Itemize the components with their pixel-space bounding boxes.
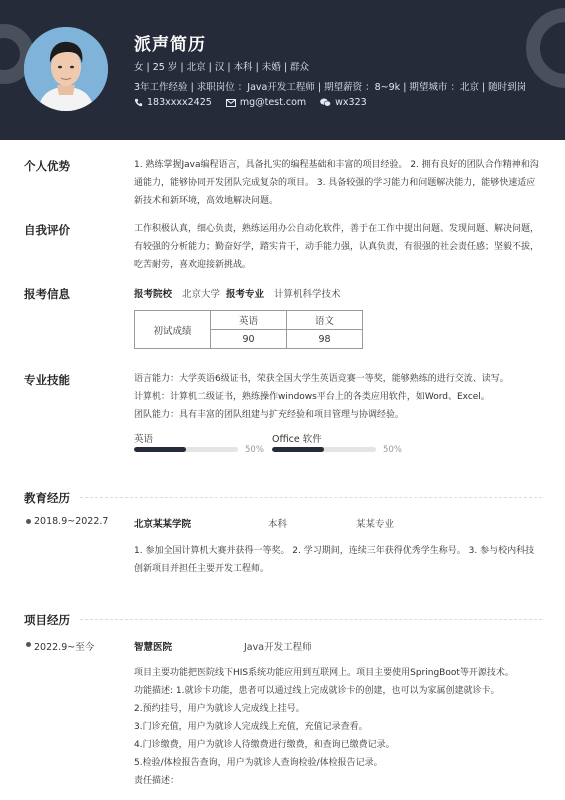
contact-phone[interactable] (134, 97, 212, 108)
skill-line: 团队能力：具有丰富的团队组建与扩充经验和项目管理与协调经验。 (134, 410, 405, 420)
skill-bar-label: Office 软件 (272, 434, 322, 445)
education-school: 北京某某学院 (134, 519, 192, 530)
project-line: 功能描述: 1.就诊卡功能，患者可以通过线上完成就诊卡的创建，也可以为家属创建就诊卡。 (134, 686, 500, 696)
skill-bar-track (272, 447, 376, 452)
section-title-self-eval: 自我评价 (24, 223, 70, 237)
major-value: 计算机科学技术 (274, 289, 341, 300)
phone-text: 183xxxx2425 (147, 97, 212, 108)
skill-bar-label: 英语 (134, 434, 154, 445)
project-line: 2.预约挂号，用户为就诊人完成线上挂号。 (134, 704, 305, 714)
skill-bar-percent: 50% (383, 445, 402, 455)
skills-text (134, 370, 540, 424)
subject-english: 英语 (211, 311, 287, 330)
project-line: 4.门诊缴费，用户为就诊人待缴费进行缴费，和查询已缴费记录。 (134, 740, 395, 750)
advantages-text: 1. 熟练掌握Java编程语言，具备扎实的编程基础和丰富的项目经验。 2. 拥有良好的团队合作精神和沟通能力，能够协同开发团队完成复杂的项目。 3. 具备较强的学习能力和问题解决能力，能够快速适应新技术和新环境，高效地解决问题。 (134, 160, 539, 206)
project-line: 责任描述： (134, 776, 180, 786)
basic-info: 女 | 25 岁 | 北京 | 汉 | 本科 | 未婚 | 群众 (134, 62, 310, 73)
skill-bar-fill (272, 447, 324, 452)
skill-line: 语言能力：大学英语6级证书，荣获全国大学生英语竞赛一等奖，能够熟练的进行交流、读写。 (134, 374, 509, 384)
project-line: 项目主要功能把医院线下HIS系统功能应用到互联网上。项目主要使用SpringBoot等开源技术。 (134, 668, 514, 678)
contact-wechat[interactable] (320, 97, 367, 108)
section-title-education: 教育经历 (24, 491, 70, 505)
score-english: 90 (211, 330, 287, 349)
contact-email[interactable] (226, 97, 306, 108)
job-info: 3年工作经验 | 求职岗位 ：Java开发工程师 | 期望薪资 ：8~9k | 期望城市 ：北京 | 随时到岗 (134, 82, 527, 93)
section-title-skills: 专业技能 (24, 373, 70, 387)
resume-header (0, 0, 565, 140)
project-line: 3.门诊充值，用户为就诊人完成线上充值，充值记录查看。 (134, 722, 368, 732)
contact-row (134, 97, 381, 108)
avatar-portrait-icon (24, 27, 108, 111)
exam-info-line (134, 286, 347, 300)
skill-line: 计算机：计算机二级证书，熟练操作windows平台上的各类应用软件，如Word、Excel。 (134, 392, 490, 402)
section-title-advantages: 个人优势 (24, 159, 70, 173)
candidate-name: 派声简历 (134, 35, 206, 55)
school-value: 北京大学 (182, 289, 221, 300)
section-divider (80, 619, 542, 620)
project-date: 2022.9~至今 (34, 642, 95, 653)
skill-bar-fill (134, 447, 186, 452)
scores-table (134, 310, 363, 349)
section-title-projects: 项目经历 (24, 613, 70, 627)
subject-chinese: 语文 (287, 311, 363, 330)
education-degree: 本科 (268, 519, 288, 530)
section-title-exam: 报考信息 (24, 287, 70, 301)
education-text: 1. 参加全国计算机大赛并获得一等奖。 2. 学习期间，连续三年获得优秀学生称号。 3. 参与校内科技创新项目并担任主要开发工程师。 (134, 546, 535, 574)
wechat-icon (320, 98, 331, 107)
major-label: 报考专业 (226, 289, 265, 300)
section-divider (80, 497, 542, 498)
mail-icon (226, 99, 236, 107)
score-chinese: 98 (287, 330, 363, 349)
wechat-text: wx323 (335, 97, 367, 108)
skill-bar-percent: 50% (245, 445, 264, 455)
scores-label-cell: 初试成绩 (135, 311, 211, 349)
timeline-dot (26, 642, 31, 647)
project-name: 智慧医院 (134, 642, 173, 653)
education-major: 某某专业 (356, 519, 395, 530)
decorative-ring-right (526, 8, 565, 88)
self-eval-text: 工作积极认真，细心负责，熟练运用办公自动化软件，善于在工作中提出问题、发现问题、解决问题，有较强的分析能力；勤奋好学，踏实肯干，动手能力强，认真负责，有很强的社会责任感；坚毅不拔，吃苦耐劳，喜欢迎接新挑战。 (134, 224, 540, 270)
project-line: 5.检验/体检报告查询，用户为就诊人查询检验/体检报告记录。 (134, 758, 383, 768)
school-label: 报考院校 (134, 289, 173, 300)
project-text (134, 664, 540, 790)
timeline-dot (26, 519, 31, 524)
education-date: 2018.9~2022.7 (34, 516, 109, 527)
phone-icon (134, 98, 143, 107)
email-text: mg@test.com (239, 97, 307, 108)
project-role: Java开发工程师 (244, 642, 312, 653)
skill-bar-track (134, 447, 238, 452)
avatar (24, 27, 108, 111)
